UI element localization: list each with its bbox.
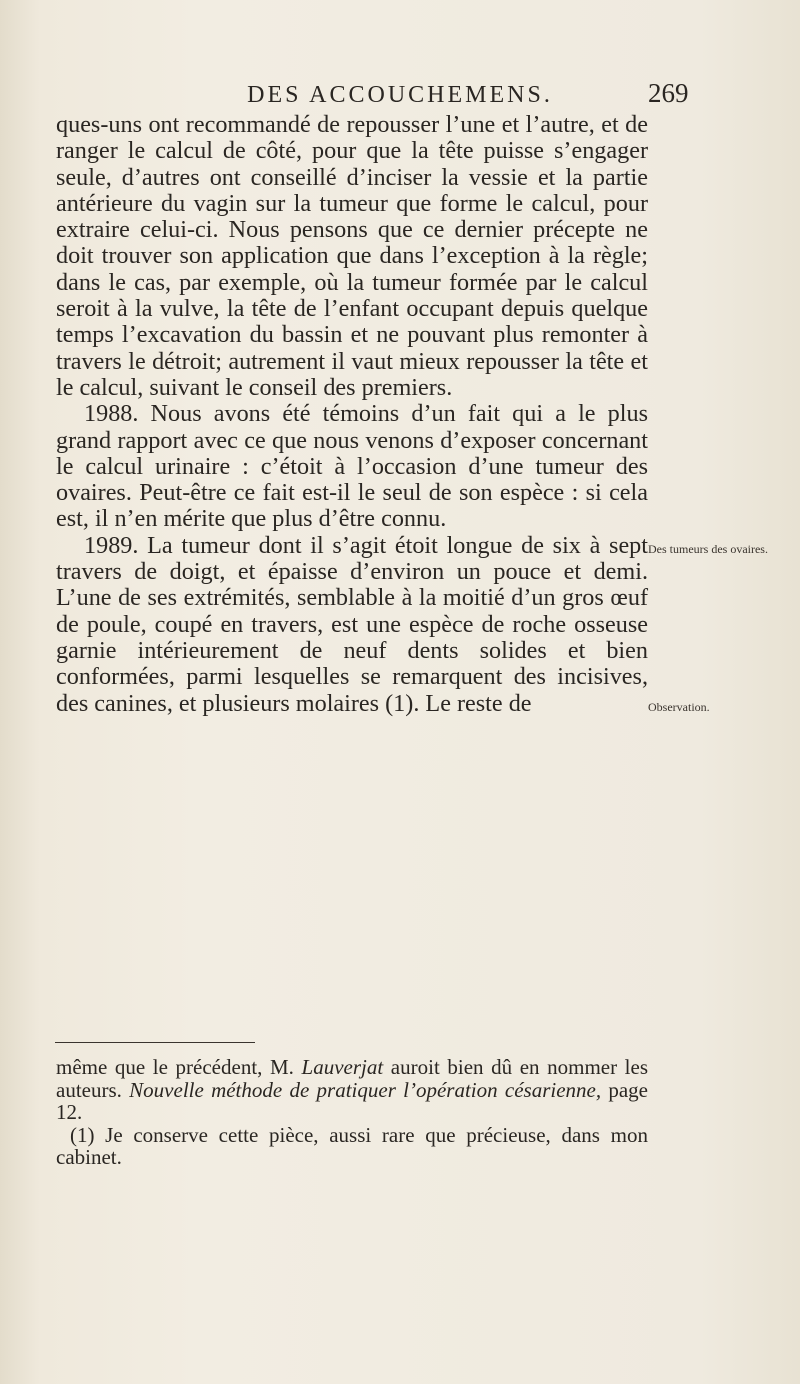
footnote-author: Lauverjat <box>301 1055 384 1079</box>
footnote-text: même que le précédent, M. <box>56 1055 294 1079</box>
running-title: DES ACCOUCHEMENS. <box>247 82 553 108</box>
footnote-1: (1) Je conserve cette pièce, aussi rare que précieuse, dans mon cabinet. <box>56 1122 648 1169</box>
main-text <box>56 112 648 717</box>
footnote-text-2: auroit bien dû en nommer les auteurs. <box>56 1055 649 1102</box>
footnote-continued <box>56 1056 648 1124</box>
footnotes <box>56 1056 648 1169</box>
margin-note-observation: Observation. <box>648 700 710 714</box>
footnote-rule <box>55 1042 255 1043</box>
paragraph-1988: 1988. Nous avons été témoins d’un fait qui a le plus grand rapport avec ce que nous venons d’exposer concernant le calcul urinaire : c’étoit à l’occasion d’une tumeur des ovaires. Peut-être ce fait est-il le seul de son espèce : si cela est, il n’en mérite que plus d’être connu. <box>56 400 648 533</box>
paragraph-1989: 1989. La tumeur dont il s’agit étoit longue de six à sept travers de doigt, et épaisse d’environ un pouce et demi. L’une de ses extrémités, semblable à la moitié d’un gros œuf de poule, coupé en travers, est une espèce de roche osseuse garnie intérieurement de neuf dents solides et bien conformées, parmi lesquelles se remarquent des incisives, des canines, et plusieurs molaires (1). Le reste de <box>56 531 648 717</box>
footnote-page: page 12. <box>56 1077 649 1124</box>
page-number: 269 <box>648 78 689 108</box>
footnote-title: Nouvelle méthode de pratiquer l’opération césarienne, <box>129 1077 602 1102</box>
margin-note-tumeurs: Des tumeurs des ovaires. <box>648 542 768 556</box>
paragraph-continued: ques-uns ont recommandé de repousser l’une et l’autre, et de ranger le calcul de côté, pour que la tête puisse s’engager seule, d’autres ont conseillé d’inciser la vessie et la partie antérieure du vagin sur la tumeur que forme le calcul, pour extraire celui-ci. Nous pensons que ce dernier précepte ne doit trouver son application que dans l’exception à la règle; dans le cas, par exemple, où la tumeur formée par le calcul seroit à la vulve, la tête de l’enfant occupant depuis quelque temps l’excavation du bassin et ne pouvant plus remonter à travers le détroit; autrement il vaut mieux repousser la tête et le calcul, suivant le conseil des premiers. <box>56 111 648 401</box>
